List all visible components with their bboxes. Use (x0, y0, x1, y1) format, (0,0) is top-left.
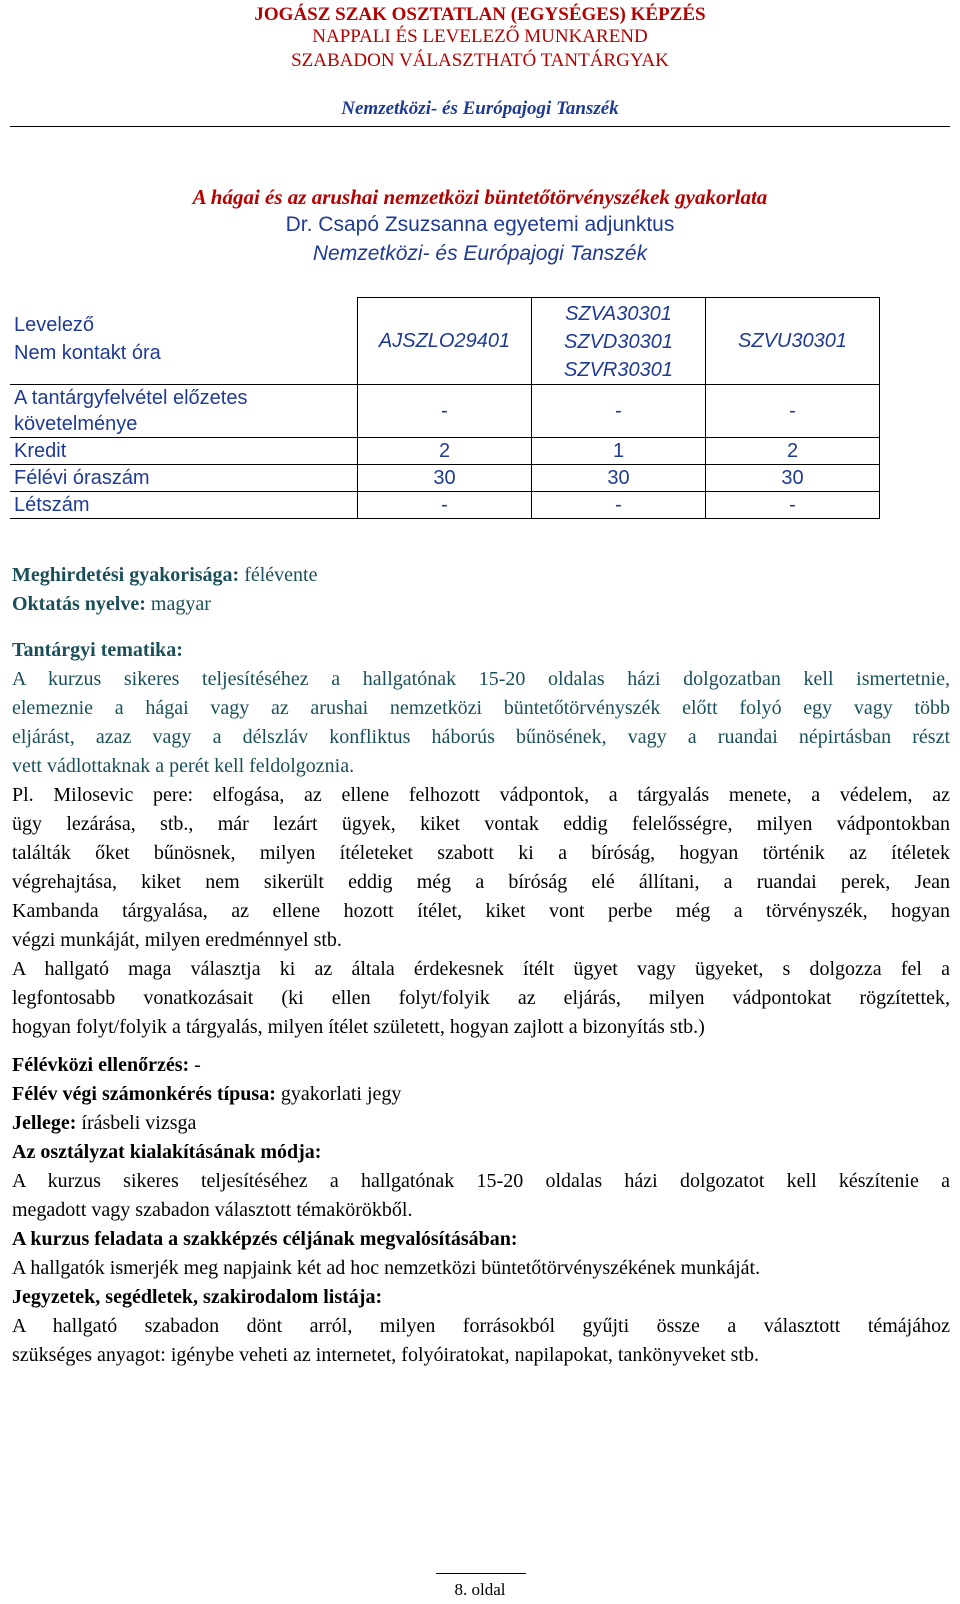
literature-text-line: A hallgató szabadon dönt arról, milyen forrásokból gyűjti össze a választott témájához (12, 1315, 950, 1337)
tematika-p1-line: elemeznie a hágai vagy az arushai nemzetközi büntetőtörvényszék előtt folyó egy vagy több (12, 697, 950, 719)
label-levelezo: Levelező (14, 313, 95, 336)
prereq-label-a: A tantárgyfelvétel előzetes (14, 387, 248, 409)
literature-heading: Jegyzetek, segédletek, szakirodalom listája: (12, 1286, 383, 1308)
prereq-label-b: követelménye (14, 413, 138, 435)
code-szvr: SZVR30301 (564, 359, 673, 381)
kind-label: Jellege: (12, 1112, 77, 1134)
tematika-p1-line: eljárást, azaz vagy a délszláv konfliktus háborús bűnösének, vagy a ruandai népirtásban részt (12, 726, 950, 748)
page-number: 8. oldal (454, 1580, 506, 1599)
oraszam-value-1: 30 (358, 465, 532, 492)
code-column-1: AJSZLO29401 (358, 298, 532, 385)
role-text: A hallgatók ismerjék meg napjaink két ad hoc nemzetközi büntetőtörvényszékének munkáját. (12, 1257, 761, 1279)
language-line (12, 590, 950, 619)
code-szvd: SZVD30301 (564, 331, 673, 353)
tematika-p3-line: legfontosabb vonatkozásait (ki ellen folyt/folyik az eljárás, milyen vádpontokat rögzítettek, (12, 987, 950, 1009)
midterm-label: Félévközi ellenőrzés: (12, 1054, 190, 1076)
course-lecturer: Dr. Csapó Zsuzsanna egyetemi adjunktus (285, 213, 675, 236)
oraszam-value-2: 30 (532, 465, 706, 492)
final-label: Félév végi számonkérés típusa: (12, 1083, 276, 1105)
table-row (10, 385, 880, 438)
oraszam-value-3: 30 (706, 465, 880, 492)
tematika-p2-line: végrehajtása, kiket nem sikerült eddig még a bíróság elé állítani, a ruandai perek, Jean (12, 871, 950, 893)
kredit-value-1: 2 (358, 438, 532, 465)
role-heading: A kurzus feladata a szakképzés céljának megvalósításában: (12, 1228, 518, 1250)
header-line-1: JOGÁSZ SZAK OSZTATLAN (EGYSÉGES) KÉPZÉS (254, 4, 706, 25)
frequency-label: Meghirdetési gyakorisága: (12, 564, 240, 586)
table-header-row (10, 298, 880, 385)
row-label-letszam: Létszám (10, 492, 358, 519)
tematika-p2-line: Kambanda tárgyalása, az ellene hozott ítélet, kiket vont perbe még a törvényszék, hogyan (12, 900, 950, 922)
final-line (12, 1080, 950, 1109)
tematika-block (12, 636, 950, 1042)
letszam-value-2: - (532, 492, 706, 519)
course-department: Nemzetközi- és Európajogi Tanszék (312, 242, 648, 265)
row-label-prereq (10, 385, 358, 438)
table-row (10, 438, 880, 465)
kredit-value-3: 2 (706, 438, 880, 465)
tematika-p3-line: A hallgató maga választja ki az általa érdekesnek ítélt ügyet vagy ügyeket, s dolgozza fel a (12, 958, 950, 980)
language-value: magyar (145, 593, 211, 615)
frequency-value: félévente (239, 564, 318, 586)
header-department: Nemzetközi- és Európajogi Tanszék (341, 98, 619, 119)
label-nem-kontakt: Nem kontakt óra (14, 341, 161, 364)
code-szva: SZVA30301 (565, 303, 672, 325)
midterm-line (12, 1051, 950, 1080)
course-info-table (10, 297, 880, 519)
tematika-p2-line: végzi munkáját, milyen eredménnyel stb. (12, 929, 342, 951)
prereq-value-3: - (706, 385, 880, 438)
table-row (10, 465, 880, 492)
prereq-value-2: - (532, 385, 706, 438)
header-line-3: SZABADON VÁLASZTHATÓ TANTÁRGYAK (291, 50, 669, 71)
letszam-value-1: - (358, 492, 532, 519)
grade-text-line: A kurzus sikeres teljesítéséhez a hallgatónak 15-20 oldalas házi dolgozatot kell készítenie a (12, 1170, 950, 1192)
header-line-2: NAPPALI ÉS LEVELEZŐ MUNKAREND (312, 26, 648, 47)
tematika-p2-line: Pl. Milosevic pere: elfogása, az ellene felhozott vádpontok, a tárgyalás menete, a védelem, az (12, 784, 950, 806)
meta-block (12, 561, 950, 619)
tematika-heading: Tantárgyi tematika: (12, 639, 183, 661)
kind-line (12, 1109, 950, 1138)
tematika-p1-line: vett vádlottaknak a perét kell feldolgoznia. (12, 755, 355, 777)
literature-text-line: szükséges anyagot: igénybe veheti az internetet, folyóiratokat, napilapokat, tankönyveket stb. (12, 1344, 759, 1366)
grade-text-line: megadott vagy szabadon választott témakörökből. (12, 1199, 413, 1221)
row-label-oraszam: Félévi óraszám (10, 465, 358, 492)
kind-value: írásbeli vizsga (76, 1112, 197, 1134)
table-row (10, 492, 880, 519)
frequency-line (12, 561, 950, 590)
tematika-p2-line: ügy lezárása, stb., már lezárt ügyek, kiket vontak eddig felelősségre, milyen vádpontokban (12, 813, 950, 835)
footer-divider (436, 1573, 526, 1574)
grade-heading: Az osztályzat kialakításának módja: (12, 1141, 322, 1163)
prereq-value-1: - (358, 385, 532, 438)
table-header-label (10, 298, 358, 385)
letszam-value-3: - (706, 492, 880, 519)
final-value: gyakorlati jegy (275, 1083, 402, 1105)
row-label-kredit: Kredit (10, 438, 358, 465)
kredit-value-2: 1 (532, 438, 706, 465)
assessment-block (12, 1051, 950, 1370)
header-divider (10, 126, 950, 127)
course-title: A hágai és az arushai nemzetközi büntetőtörvényszékek gyakorlata (192, 185, 768, 209)
code-column-3: SZVU30301 (706, 298, 880, 385)
tematika-p3-line: hogyan folyt/folyik a tárgyalás, milyen ítélet született, hogyan zajlott a bizonyítás stb.) (12, 1016, 705, 1038)
language-label: Oktatás nyelve: (12, 593, 146, 615)
tematika-p2-line: találták őket bűnösnek, milyen ítéleteket szabott ki a bíróság, hogyan történik az ítéletek (12, 842, 950, 864)
midterm-value: - (189, 1054, 201, 1076)
code-column-2 (532, 298, 706, 385)
tematika-p1-line: A kurzus sikeres teljesítéséhez a hallgatónak 15-20 oldalas házi dolgozatban kell ismertetnie, (12, 668, 950, 690)
